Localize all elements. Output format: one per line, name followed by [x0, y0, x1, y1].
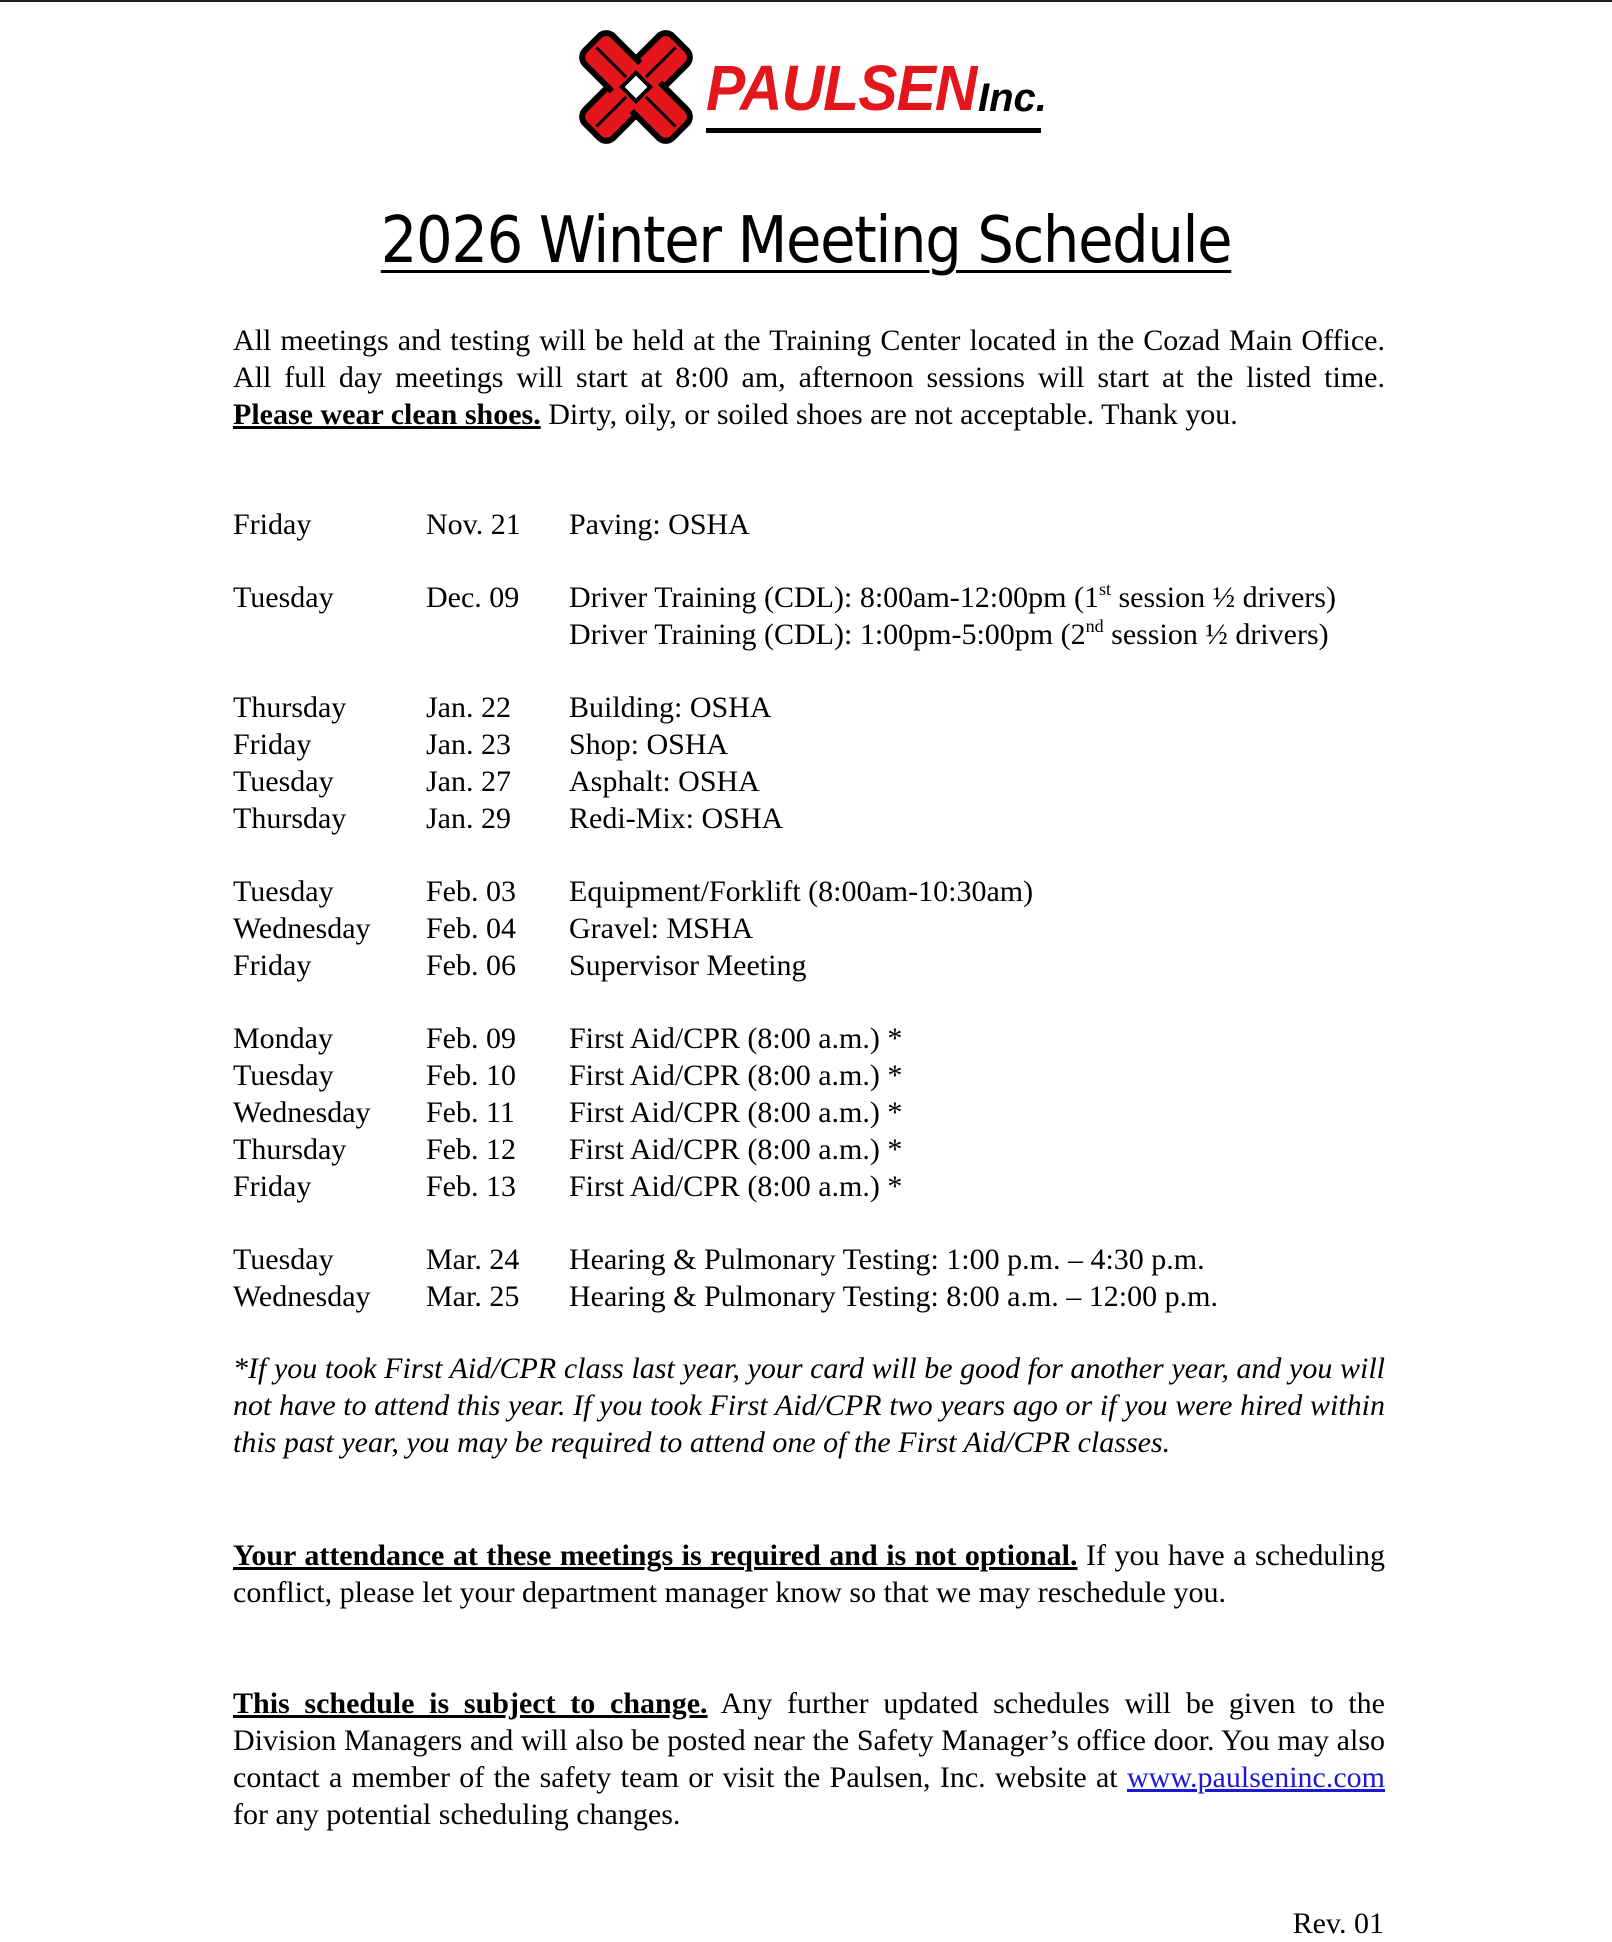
attendance-emphasis: Your attendance at these meetings is required and is not optional. [233, 1539, 1078, 1572]
meeting-schedule [233, 506, 1433, 1351]
row-day: Thursday [233, 1133, 347, 1166]
row-day: Friday [233, 949, 312, 982]
schedule-row [233, 1057, 1433, 1094]
schedule-row [233, 800, 1433, 837]
row-date: Jan. 29 [426, 802, 511, 835]
row-date: Mar. 24 [426, 1243, 520, 1276]
row-event: Redi-Mix: OSHA [569, 802, 784, 835]
row-day: Tuesday [233, 1059, 334, 1092]
schedule-group-dec [233, 579, 1433, 653]
row-date: Feb. 06 [426, 949, 516, 982]
row-event: Hearing & Pulmonary Testing: 1:00 p.m. – 4:30 p.m. [569, 1243, 1205, 1276]
row-day: Tuesday [233, 765, 334, 798]
row-event: Gravel: MSHA [569, 912, 754, 945]
row-date: Feb. 09 [426, 1022, 516, 1055]
row-event: Hearing & Pulmonary Testing: 8:00 a.m. – 12:00 p.m. [569, 1280, 1218, 1313]
schedule-row [233, 1168, 1433, 1205]
row-day: Thursday [233, 802, 347, 835]
schedule-row [233, 1131, 1433, 1168]
event-text-end: session ½ drivers) [1103, 618, 1329, 651]
schedule-row [233, 873, 1433, 910]
schedule-row [233, 1020, 1433, 1057]
row-day: Tuesday [233, 875, 334, 908]
intro-text-after: Dirty, oily, or soiled shoes are not acceptable. Thank you. [540, 398, 1238, 431]
schedule-change-paragraph [233, 1685, 1385, 1833]
event-text: Driver Training (CDL): 1:00pm-5:00pm (2 [569, 618, 1086, 651]
company-logo [571, 22, 1051, 152]
row-day: Wednesday [233, 1096, 371, 1129]
row-day: Wednesday [233, 912, 371, 945]
row-date: Jan. 23 [426, 728, 511, 761]
schedule-row [233, 689, 1433, 726]
row-event [569, 579, 1336, 616]
schedule-row [233, 616, 1433, 653]
schedule-group-mar [233, 1241, 1433, 1315]
row-date: Feb. 10 [426, 1059, 516, 1092]
row-event: First Aid/CPR (8:00 a.m.) * [569, 1022, 903, 1055]
attendance-paragraph [233, 1537, 1385, 1611]
row-event: Building: OSHA [569, 691, 772, 724]
row-event [569, 616, 1329, 653]
row-event: Paving: OSHA [569, 508, 750, 541]
schedule-group-first-aid [233, 1020, 1433, 1205]
row-event: First Aid/CPR (8:00 a.m.) * [569, 1133, 903, 1166]
row-date: Dec. 09 [426, 581, 520, 614]
row-event: Shop: OSHA [569, 728, 729, 761]
schedule-group-feb-early [233, 873, 1433, 984]
clean-shoes-notice: Please wear clean shoes. [233, 398, 541, 431]
website-link[interactable]: www.paulseninc.com [1127, 1761, 1385, 1794]
paulsen-cross-emblem-icon [571, 22, 701, 152]
logo-inc-suffix: Inc. [978, 76, 1047, 120]
row-event: Asphalt: OSHA [569, 765, 760, 798]
row-event: Supervisor Meeting [569, 949, 807, 982]
row-date: Feb. 03 [426, 875, 516, 908]
change-emphasis: This schedule is subject to change. [233, 1687, 708, 1720]
top-border [0, 0, 1612, 2]
row-date: Mar. 25 [426, 1280, 520, 1313]
schedule-group-jan [233, 689, 1433, 837]
schedule-row [233, 726, 1433, 763]
event-text-end: session ½ drivers) [1110, 581, 1336, 614]
row-date: Jan. 27 [426, 765, 511, 798]
schedule-row [233, 763, 1433, 800]
row-day: Monday [233, 1022, 333, 1055]
logo-underline [706, 128, 1041, 133]
attendance-text: If you have a scheduling conflict, please let your department manager know so that we may reschedule you. [233, 1539, 1385, 1609]
row-date: Feb. 04 [426, 912, 516, 945]
schedule-row [233, 1278, 1433, 1315]
event-text: Driver Training (CDL): 8:00am-12:00pm (1 [569, 581, 1099, 614]
intro-text: All meetings and testing will be held at the Training Center located in the Cozad Main Office. All full day meetings will start at 8:00 am, afternoon sessions will start at the listed time. [233, 324, 1385, 394]
row-date: Feb. 13 [426, 1170, 516, 1203]
intro-paragraph [233, 322, 1385, 433]
schedule-row [233, 910, 1433, 947]
row-day: Tuesday [233, 1243, 334, 1276]
row-day: Friday [233, 728, 312, 761]
page-title: 2026 Winter Meeting Schedule [380, 204, 1232, 278]
row-date: Feb. 12 [426, 1133, 516, 1166]
row-day: Thursday [233, 691, 347, 724]
row-event: First Aid/CPR (8:00 a.m.) * [569, 1170, 903, 1203]
change-text: Any further updated schedules will be given to the Division Managers and will also be posted near the Safety Manager’s office door. You may also contact a member of the safety team or visit the Paulsen, Inc. website at [233, 1687, 1385, 1794]
ordinal-suffix: st [1098, 579, 1111, 599]
revision-number: Rev. 01 [1292, 1907, 1384, 1940]
schedule-row [233, 947, 1433, 984]
ordinal-suffix: nd [1085, 616, 1104, 636]
change-text-after: for any potential scheduling changes. [233, 1798, 681, 1831]
row-day: Friday [233, 1170, 312, 1203]
row-date: Nov. 21 [426, 508, 521, 541]
row-event: First Aid/CPR (8:00 a.m.) * [569, 1059, 903, 1092]
schedule-row [233, 506, 1433, 543]
schedule-row [233, 579, 1433, 616]
row-day: Tuesday [233, 581, 334, 614]
row-event: Equipment/Forklift (8:00am-10:30am) [569, 875, 1034, 908]
row-date: Feb. 11 [426, 1096, 515, 1129]
schedule-row [233, 1094, 1433, 1131]
first-aid-footnote: *If you took First Aid/CPR class last year, your card will be good for another year, and you will not have to attend this year. If you took First Aid/CPR two years ago or if you were hired within this past year, you may be required to attend one of the First Aid/CPR classes. [233, 1352, 1385, 1459]
schedule-group-nov [233, 506, 1433, 543]
schedule-row [233, 1241, 1433, 1278]
row-day: Friday [233, 508, 312, 541]
row-date: Jan. 22 [426, 691, 511, 724]
row-event: First Aid/CPR (8:00 a.m.) * [569, 1096, 903, 1129]
logo-wordmark: PAULSEN [706, 52, 977, 124]
row-day: Wednesday [233, 1280, 371, 1313]
